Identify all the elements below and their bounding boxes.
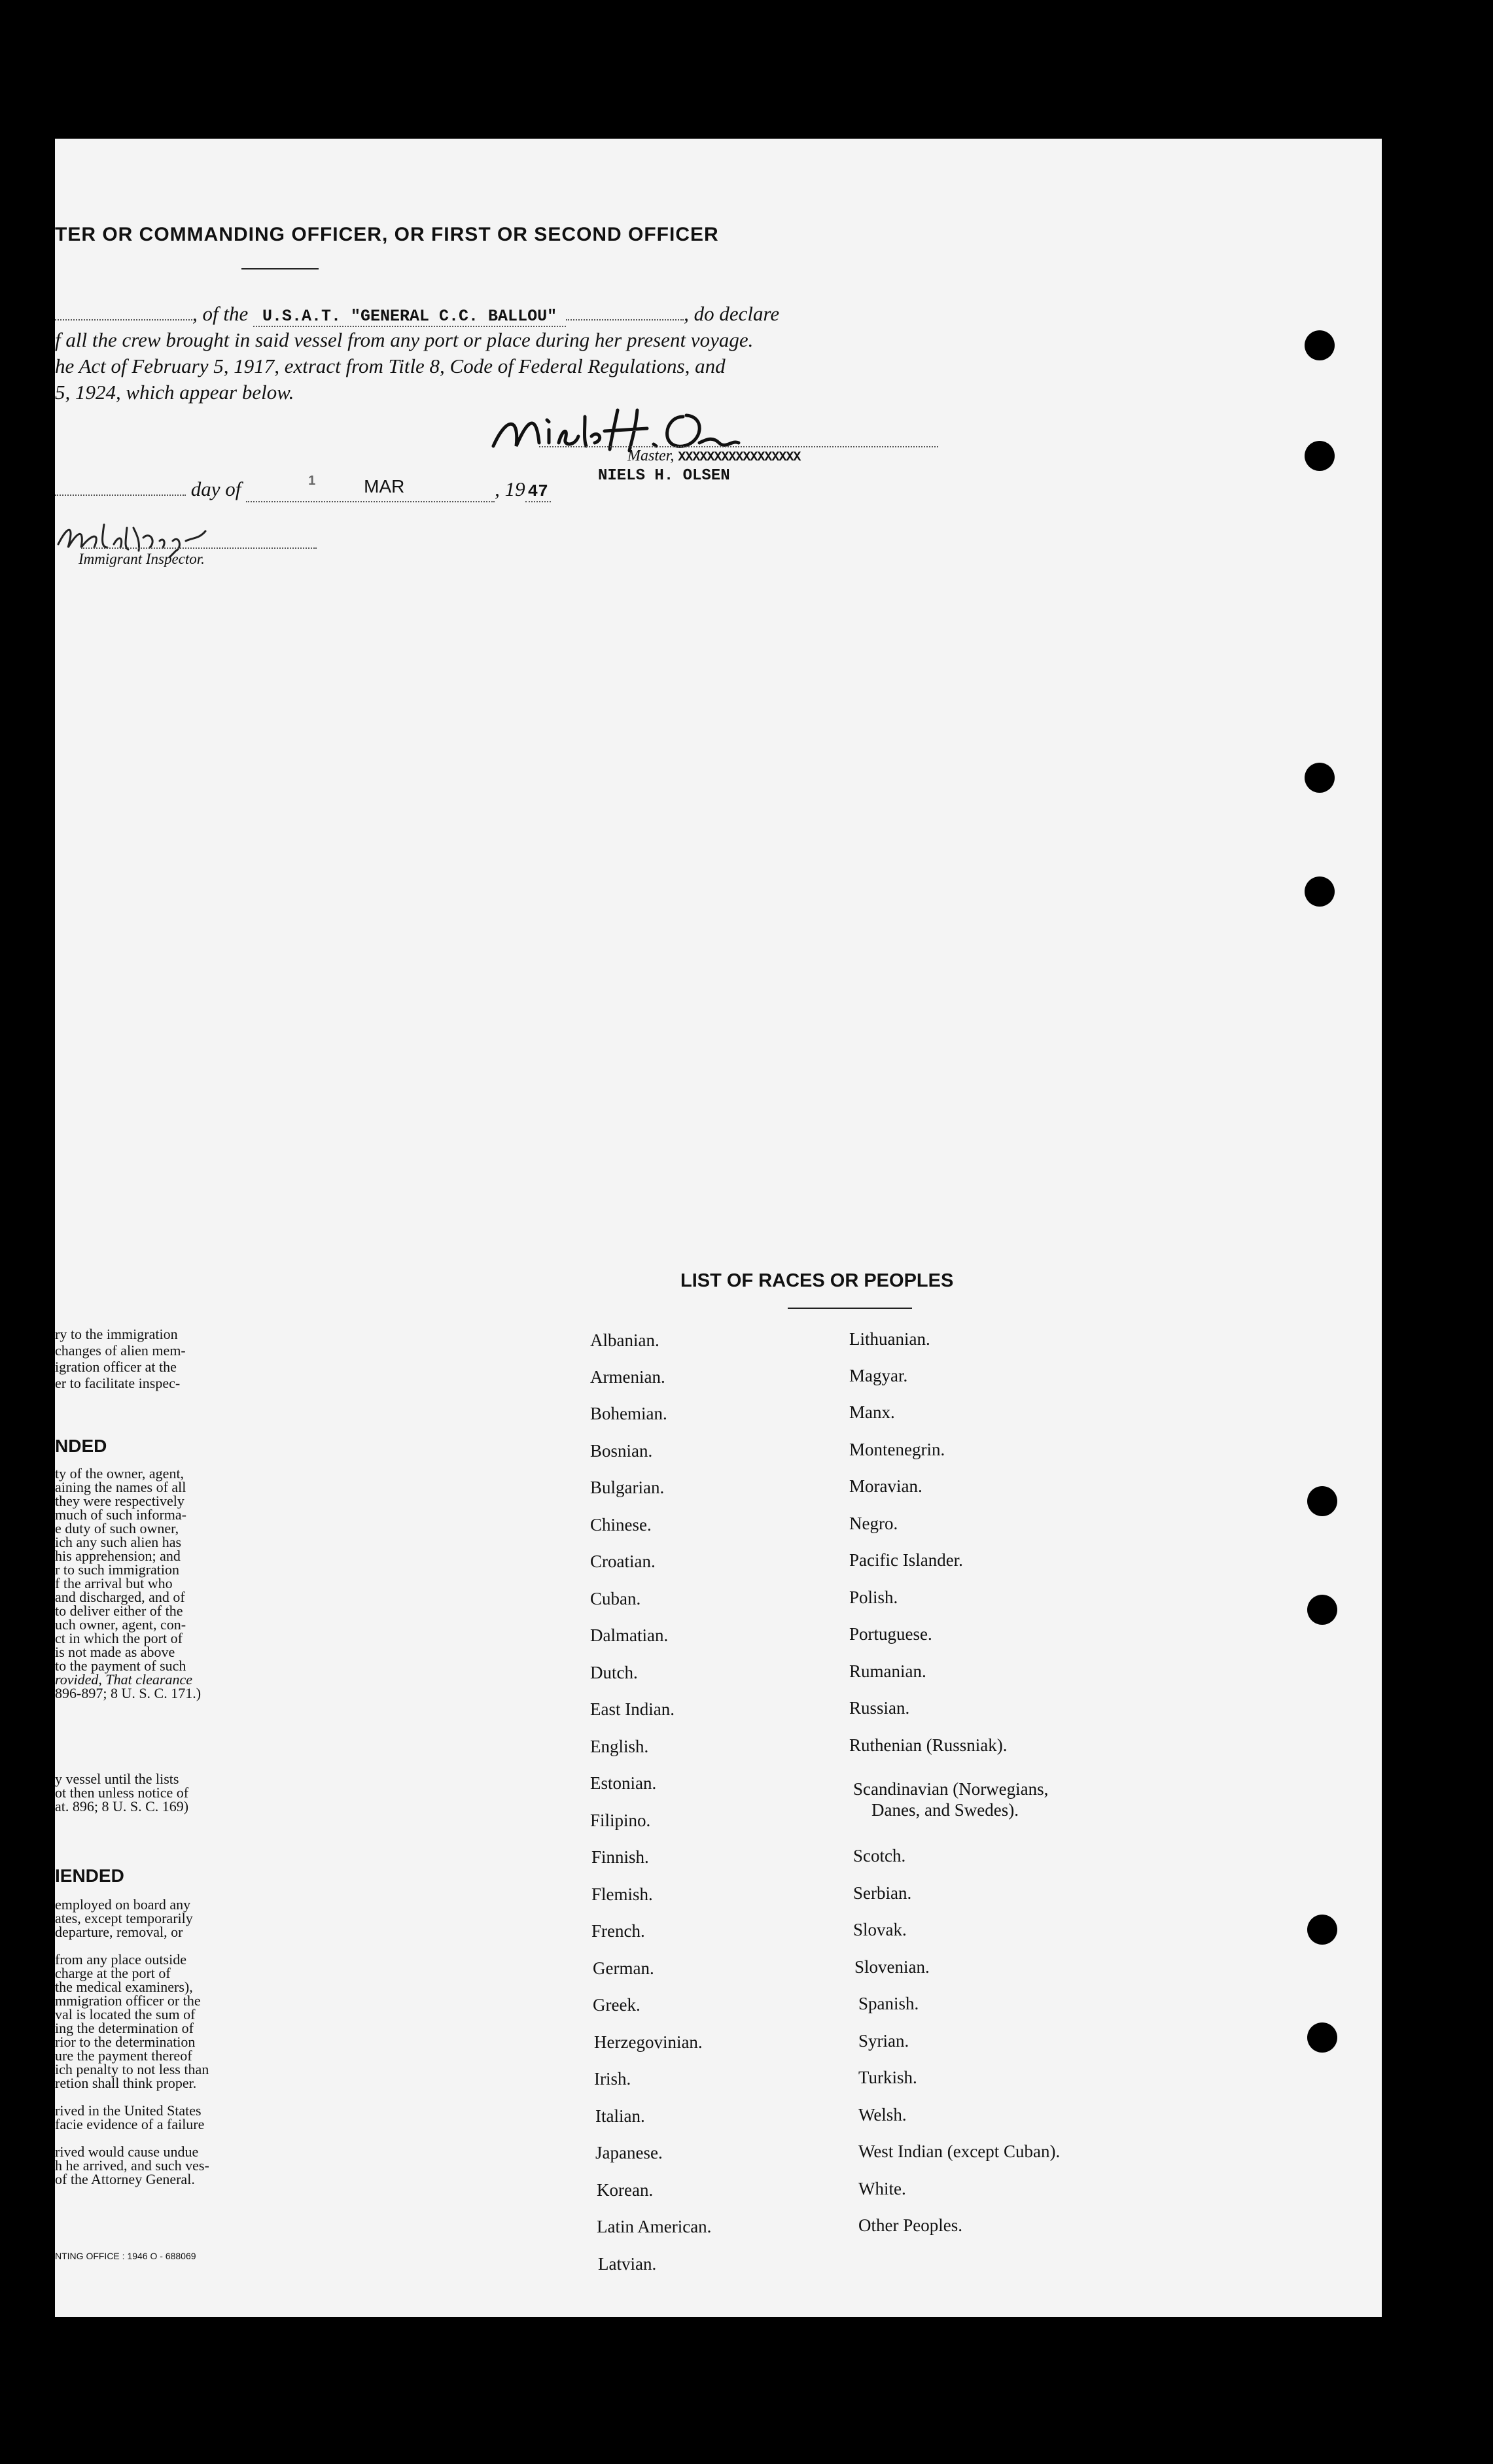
race-item: Bulgarian. (590, 1478, 665, 1497)
inspector-label: Immigrant Inspector. (79, 551, 205, 567)
race-item: Turkish. (858, 2068, 917, 2087)
race-item: Slovenian. (854, 1957, 930, 1977)
race-item: Rumanian. (849, 1661, 926, 1681)
race-item: Dalmatian. (590, 1625, 669, 1645)
race-item: Flemish. (591, 1884, 653, 1904)
race-item: Italian. (595, 2106, 645, 2126)
race-item: Finnish. (591, 1847, 649, 1867)
day-stamp: 1 (308, 474, 317, 488)
race-item: Lithuanian. (849, 1329, 930, 1349)
declaration-line-2: f all the crew brought in said vessel from any port or place during her present voyage. (55, 328, 754, 351)
master-typed-name: NIELS H. OLSEN (598, 467, 730, 485)
race-item: Serbian. (853, 1883, 912, 1903)
declaration-line-3: he Act of February 5, 1917, extract from Title 8, Code of Federal Regulations, and (55, 355, 726, 377)
race-item: French. (591, 1921, 645, 1941)
side-heading-1: NDED (55, 1436, 107, 1456)
race-item: Herzegovinian. (594, 2032, 703, 2052)
race-item: Ruthenian (Russniak). (849, 1735, 1008, 1755)
race-item: Slovak. (853, 1920, 907, 1939)
race-item: Polish. (849, 1588, 898, 1607)
side-heading-2: IENDED (55, 1865, 124, 1886)
race-item: Welsh. (858, 2105, 907, 2125)
race-item: White. (858, 2179, 906, 2198)
race-item: Pacific Islander. (849, 1550, 963, 1570)
master-struck-text: XXXXXXXXXXXXXXXXX (678, 450, 801, 465)
date-line: day of 1 MAR , 19 47 (55, 477, 551, 502)
race-item: Negro. (849, 1514, 898, 1533)
race-item: Manx. (849, 1402, 895, 1422)
race-item: Danes, and Swedes). (871, 1800, 1019, 1820)
binder-hole (1305, 330, 1335, 360)
race-item: Japanese. (595, 2143, 663, 2162)
binder-hole (1307, 1595, 1337, 1625)
race-item: Dutch. (590, 1663, 638, 1682)
race-item: East Indian. (590, 1699, 675, 1719)
race-item: Croatian. (590, 1552, 656, 1571)
form-header-title: TER OR COMMANDING OFFICER, OR FIRST OR SECOND OFFICER (55, 224, 719, 245)
day-of-label: day of (190, 477, 241, 500)
race-item: Latvian. (598, 2254, 657, 2274)
race-item: Bosnian. (590, 1441, 653, 1461)
binder-hole (1307, 1486, 1337, 1516)
race-item: German. (593, 1958, 654, 1978)
race-item: Scotch. (853, 1846, 906, 1865)
race-item: English. (590, 1737, 649, 1756)
header-rule (241, 268, 319, 269)
race-item: Other Peoples. (858, 2215, 962, 2235)
binder-hole (1305, 763, 1335, 793)
master-label-row: Master, XXXXXXXXXXXXXXXXX (627, 447, 801, 465)
race-item: Greek. (593, 1995, 641, 2015)
race-item: Latin American. (597, 2217, 712, 2236)
races-title: LIST OF RACES OR PEOPLES (680, 1270, 954, 1291)
race-item: Chinese. (590, 1515, 652, 1535)
race-item: Moravian. (849, 1476, 922, 1496)
race-item: Irish. (594, 2069, 631, 2089)
race-item: Korean. (597, 2180, 654, 2200)
printing-office-footer: NTING OFFICE : 1946 O - 688069 (55, 2251, 196, 2261)
race-item: Armenian. (590, 1367, 665, 1387)
month-value: MAR (364, 476, 405, 496)
race-item: Syrian. (858, 2031, 909, 2051)
races-title-rule (788, 1308, 912, 1309)
race-item: Filipino. (590, 1811, 651, 1830)
binder-hole (1305, 441, 1335, 471)
race-item: Spanish. (858, 1994, 919, 2013)
race-item: West Indian (except Cuban). (858, 2142, 1061, 2161)
race-item: Albanian. (590, 1330, 659, 1350)
inspector-line (81, 547, 317, 549)
declaration-line-4: 5, 1924, which appear below. (55, 381, 294, 404)
race-item: Cuban. (590, 1589, 641, 1608)
race-item: Portuguese. (849, 1624, 932, 1644)
race-item: Montenegrin. (849, 1440, 945, 1459)
year-value: 47 (525, 481, 551, 502)
document-page: TER OR COMMANDING OFFICER, OR FIRST OR SECOND OFFICER , of the U.S.A.T. "GENERAL C.C. BALLOU" , do declare f all the crew brought in said vessel from any port or place during her present voyage. he Act of February 5, 1917, extract from Title 8, Code of Federal Regulations, and 5, 1924, which appear below. Master, XXXXXXXXXXXXXXXXX NIELS H. OLSEN day of 1 MAR , 19 47 Immigrant Inspector. LIST OF RACES OR PEOPLES Albanian. Armenian. Bohemian. Bosnian. Bulgarian. Chinese. Croatian. Cuban. Dalmatian. Dutch. East Indian. English. Estonian. Filipino. Finnish. Flemish. French. German. Greek. Herzegovinian. Irish. Italian. Japanese. Korean. Latin American. Latvian. Lithuanian. Magyar. Manx. Montenegrin. Moravian. Negro. Pacific Islander. Polish. Portuguese. Rumanian. Russian. Ruthenian (Russniak). Scandinavian (Norwegians, Danes, and Swedes). Scotch. Serbian. Slovak. Slovenian. Spanish. Syrian. Turkish. Welsh. West Indian (except Cuban). White. Other Peoples. ry to the immigration changes of alien mem- igration officer at the er to facilitate inspec- NDED ty of the owner, agent, aining the names of all they were respectively much of such informa- e duty of such owner, ich any such alien has his apprehension; and r to such immigration f the arrival but who and discharged, and of to deliver either of the uch owner, agent, con- ct in which the port of is not made as above to the payment of such rovided, That clearance 896-897; 8 U. S. C. 171.) y vessel until the lists ot then unless notice of at. 896; 8 U. S. C. 169) IENDED employed on board any ates, except temporarily departure, removal, or from any place outside charge at the port of the medical examiners), mmigration officer or the val is located the sum of ing the determination of rior to the determination ure the payment thereof ich penalty to not less than retion shall think proper. rived in the United States facie evidence of a failure rived would cause undue h he arrived, and such ves- of the Attorney General. NTING OFFICE : 1946 O - 688069 (55, 139, 1382, 2317)
race-item: Magyar. (849, 1366, 908, 1385)
binder-hole (1305, 876, 1335, 907)
race-item: Russian. (849, 1698, 910, 1718)
vessel-name: U.S.A.T. "GENERAL C.C. BALLOU" (253, 307, 566, 327)
binder-hole (1307, 1915, 1337, 1945)
race-item: Scandinavian (Norwegians, (853, 1779, 1049, 1799)
race-item: Estonian. (590, 1773, 657, 1793)
declaration-line-1: , of the U.S.A.T. "GENERAL C.C. BALLOU" , do declare (55, 302, 779, 327)
binder-hole (1307, 2022, 1337, 2053)
race-item: Bohemian. (590, 1404, 667, 1423)
